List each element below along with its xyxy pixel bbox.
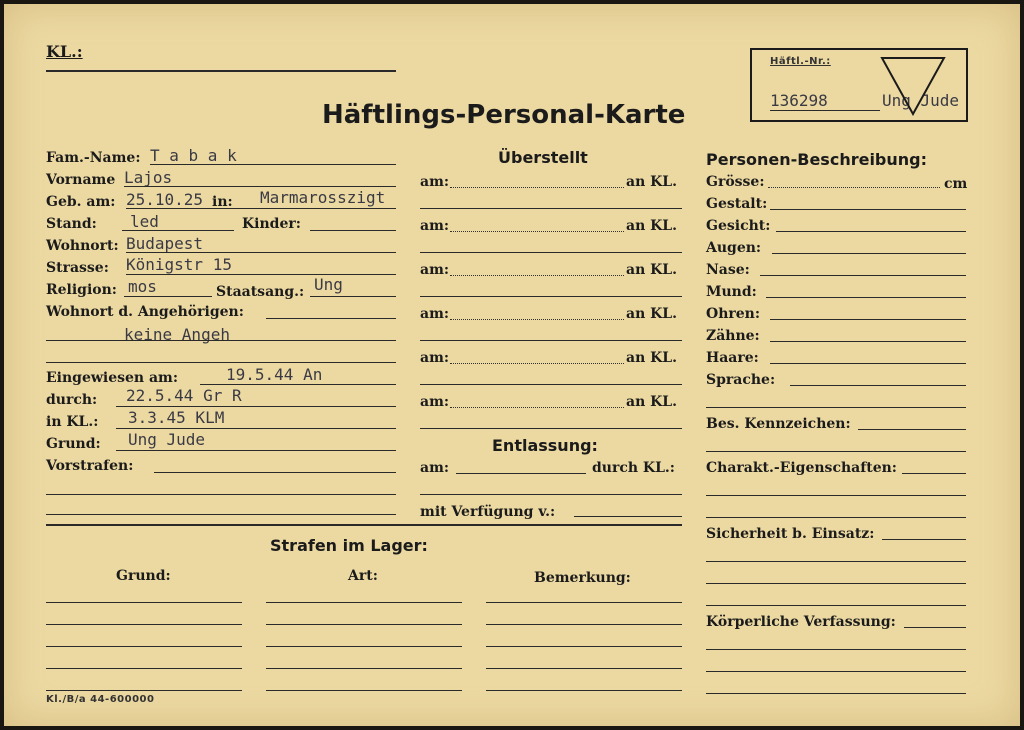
- vorstrafen-label: Vorstrafen:: [46, 458, 134, 474]
- strafen-art-line: [266, 668, 462, 669]
- koerper-line-2: [706, 649, 966, 650]
- sicherheit-line-3: [706, 583, 966, 584]
- transfer-line: [420, 296, 682, 297]
- transfer-line: [420, 340, 682, 341]
- staatsang-label: Staatsang.:: [216, 284, 305, 300]
- entlassung-heading: Entlassung:: [492, 436, 598, 455]
- fam-name-line: [150, 164, 396, 165]
- gestalt-line: [770, 209, 966, 210]
- kennzeichen-label: Bes. Kennzeichen:: [706, 416, 851, 432]
- sprache-label: Sprache:: [706, 372, 776, 388]
- stand-line: [122, 230, 234, 231]
- nase-line: [760, 275, 966, 276]
- transfer-ankl-label: an KL.: [626, 306, 678, 322]
- transfer-am-line: [450, 363, 624, 364]
- charakt-line-2: [706, 495, 966, 496]
- vorstrafen-line-2: [46, 494, 396, 495]
- durch-label: durch:: [46, 392, 98, 408]
- ohren-label: Ohren:: [706, 306, 761, 322]
- strafen-art-line: [266, 690, 462, 691]
- cm-label: cm: [944, 176, 968, 192]
- transfer-am-label: am:: [420, 262, 450, 278]
- number-label: Häftl.-Nr.:: [770, 56, 831, 67]
- transfer-am-line: [450, 407, 624, 408]
- footer-code: Kl./B/a 44-600000: [46, 694, 155, 705]
- wohnort-value: Budapest: [126, 234, 204, 253]
- entlassung-am-line: [456, 473, 586, 474]
- staatsang-value: Ung: [314, 275, 343, 294]
- zaehne-line: [770, 341, 966, 342]
- kennzeichen-line-2: [706, 451, 966, 452]
- fam-name-label: Fam.-Name:: [46, 150, 141, 166]
- eingewiesen-line: [200, 384, 396, 385]
- strafen-art-line: [266, 646, 462, 647]
- transfer-am-label: am:: [420, 218, 450, 234]
- transfer-ankl-label: an KL.: [626, 350, 678, 366]
- transfer-am-line: [450, 275, 624, 276]
- geb-in-label: in:: [212, 194, 233, 210]
- transfer-line: [420, 252, 682, 253]
- fam-name-value: T a b a k: [150, 146, 237, 165]
- sicherheit-line-4: [706, 605, 966, 606]
- geb-line: [126, 208, 396, 209]
- koerper-line-3: [706, 671, 966, 672]
- transfer-line: [420, 384, 682, 385]
- strafen-art-line: [266, 624, 462, 625]
- religion-value: mos: [128, 277, 157, 296]
- stand-label: Stand:: [46, 216, 97, 232]
- eingewiesen-value: 19.5.44 An: [226, 365, 323, 384]
- augen-label: Augen:: [706, 240, 762, 256]
- strafen-art-line: [266, 602, 462, 603]
- eingewiesen-label: Eingewiesen am:: [46, 370, 179, 386]
- inkl-value: 3.3.45 KLM: [128, 408, 225, 427]
- staatsang-line: [310, 296, 396, 297]
- charakt-line-3: [706, 517, 966, 518]
- prisoner-card: [4, 4, 1020, 726]
- transfer-am-label: am:: [420, 174, 450, 190]
- vorstrafen-line-1: [154, 472, 396, 473]
- transfer-ankl-label: an KL.: [626, 174, 678, 190]
- sicherheit-line-2: [706, 561, 966, 562]
- haare-label: Haare:: [706, 350, 759, 366]
- vorname-value: Lajos: [124, 168, 173, 187]
- augen-line: [772, 253, 966, 254]
- strafen-grund-line: [46, 646, 242, 647]
- strafen-grund-line: [46, 624, 242, 625]
- transfer-line: [420, 428, 682, 429]
- mund-label: Mund:: [706, 284, 757, 300]
- wohnort-label: Wohnort:: [46, 238, 119, 254]
- triangle-badge-icon: [880, 56, 946, 116]
- angeh-label: Wohnort d. Angehörigen:: [46, 304, 244, 320]
- strafen-grund-line: [46, 668, 242, 669]
- inkl-line: [116, 428, 396, 429]
- vorname-line: [124, 186, 396, 187]
- geb-label: Geb. am:: [46, 194, 116, 210]
- entlassung-am-label: am:: [420, 460, 450, 476]
- kl-label: KL.:: [46, 42, 83, 61]
- card-title: Häftlings-Personal-Karte: [322, 100, 686, 130]
- transfer-am-line: [450, 319, 624, 320]
- number-line: [770, 110, 880, 111]
- strafen-heading: Strafen im Lager:: [270, 536, 428, 555]
- strafen-grund-label: Grund:: [116, 568, 171, 584]
- zaehne-label: Zähne:: [706, 328, 760, 344]
- strafen-bemerkung-label: Bemerkung:: [534, 570, 631, 586]
- vorstrafen-line-3: [46, 514, 396, 515]
- charakt-label: Charakt.-Eigenschaften:: [706, 460, 897, 476]
- strafen-grund-line: [46, 690, 242, 691]
- inkl-label: in KL.:: [46, 414, 99, 430]
- strafen-bemerkung-line: [486, 690, 682, 691]
- verfuegung-line: [574, 516, 682, 517]
- number-note: Ung Jude: [882, 91, 960, 110]
- kl-line: [46, 70, 396, 72]
- number-value: 136298: [770, 91, 828, 110]
- gesicht-label: Gesicht:: [706, 218, 771, 234]
- gesicht-line: [776, 231, 966, 232]
- durchkl-label: durch KL.:: [592, 460, 675, 476]
- angeh-value: keine Angeh: [124, 325, 230, 344]
- sicherheit-label: Sicherheit b. Einsatz:: [706, 526, 875, 542]
- entlassung-line: [420, 494, 682, 495]
- strasse-label: Strasse:: [46, 260, 109, 276]
- strasse-value: Königstr 15: [126, 255, 232, 274]
- verfuegung-label: mit Verfügung v.:: [420, 504, 556, 520]
- transfer-am-line: [450, 187, 624, 188]
- kinder-line: [310, 230, 396, 231]
- angeh-line-1: [266, 318, 396, 319]
- groesse-line: [768, 187, 940, 188]
- ueberstellt-heading: Überstellt: [498, 148, 588, 167]
- koerper-label: Körperliche Verfassung:: [706, 614, 896, 630]
- religion-label: Religion:: [46, 282, 117, 298]
- haare-line: [770, 363, 966, 364]
- transfer-ankl-label: an KL.: [626, 218, 678, 234]
- strafen-grund-line: [46, 602, 242, 603]
- strafen-bemerkung-line: [486, 668, 682, 669]
- koerper-line-4: [706, 693, 966, 694]
- charakt-line-1: [902, 473, 966, 474]
- wohnort-line: [126, 252, 396, 253]
- transfer-ankl-label: an KL.: [626, 262, 678, 278]
- sprache-line-1: [790, 385, 966, 386]
- koerper-line-1: [904, 627, 966, 628]
- description-heading: Personen-Beschreibung:: [706, 150, 928, 169]
- durch-line: [116, 406, 396, 407]
- groesse-label: Grösse:: [706, 174, 765, 190]
- durch-value: 22.5.44 Gr R: [126, 386, 242, 405]
- section-divider: [46, 524, 682, 526]
- transfer-ankl-label: an KL.: [626, 394, 678, 410]
- strafen-bemerkung-line: [486, 602, 682, 603]
- sicherheit-line-1: [882, 539, 966, 540]
- ohren-line: [770, 319, 966, 320]
- mund-line: [766, 297, 966, 298]
- strasse-line: [126, 274, 396, 275]
- sprache-line-2: [706, 407, 966, 408]
- transfer-am-label: am:: [420, 306, 450, 322]
- vorname-label: Vorname: [46, 172, 116, 188]
- kennzeichen-line-1: [858, 429, 966, 430]
- angeh-line-3: [46, 362, 396, 363]
- strafen-bemerkung-line: [486, 624, 682, 625]
- transfer-am-label: am:: [420, 394, 450, 410]
- grund-line: [116, 450, 396, 451]
- transfer-line: [420, 208, 682, 209]
- grund-label: Grund:: [46, 436, 101, 452]
- gestalt-label: Gestalt:: [706, 196, 768, 212]
- strafen-art-label: Art:: [348, 568, 378, 584]
- geb-in-value: Marmarosszigt: [260, 188, 386, 207]
- geb-value: 25.10.25: [126, 190, 204, 209]
- transfer-am-line: [450, 231, 624, 232]
- angeh-line-2: [46, 340, 396, 341]
- strafen-bemerkung-line: [486, 646, 682, 647]
- grund-value: Ung Jude: [128, 430, 206, 449]
- transfer-am-label: am:: [420, 350, 450, 366]
- kinder-label: Kinder:: [242, 216, 301, 232]
- religion-line: [124, 296, 212, 297]
- nase-label: Nase:: [706, 262, 750, 278]
- stand-value: led: [130, 212, 159, 231]
